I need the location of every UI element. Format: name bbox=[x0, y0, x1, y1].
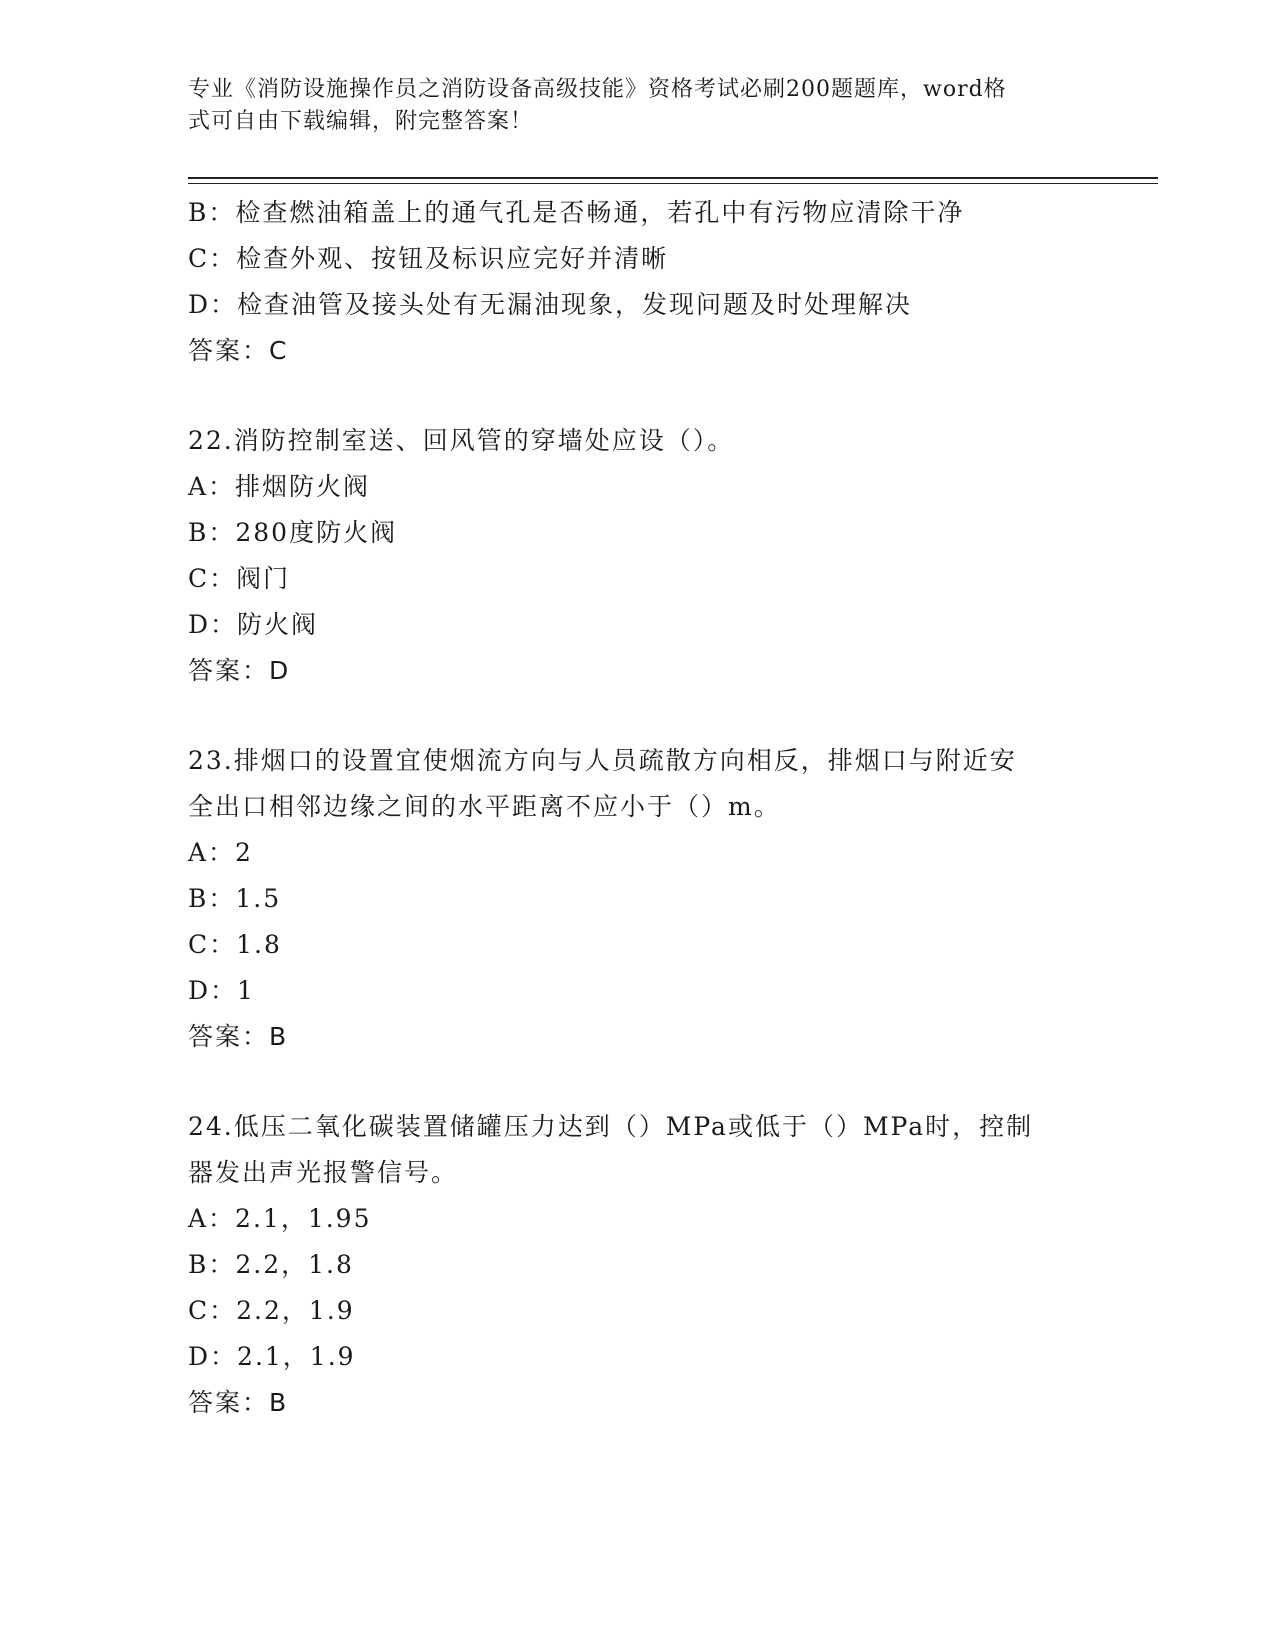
question-22 bbox=[188, 418, 1088, 694]
option-a: A：排烟防火阀 bbox=[188, 472, 371, 501]
option-c: C：阀门 bbox=[188, 564, 291, 593]
document-header bbox=[188, 74, 1088, 138]
option-b: B：2.2，1.8 bbox=[188, 1250, 354, 1279]
answer: 答案：D bbox=[188, 656, 291, 685]
option-c: C：检查外观、按钮及标识应完好并清晰 bbox=[188, 244, 669, 273]
question-23 bbox=[188, 738, 1088, 1060]
option-a: A：2.1，1.95 bbox=[188, 1204, 372, 1233]
header-title-line-2: 式可自由下载编辑，附完整答案！ bbox=[188, 109, 534, 134]
continued-question bbox=[188, 190, 1088, 374]
option-b: B：检查燃油箱盖上的通气孔是否畅通，若孔中有污物应清除干净 bbox=[188, 198, 965, 227]
answer: 答案：B bbox=[188, 1022, 289, 1051]
answer: 答案：C bbox=[188, 336, 289, 365]
header-divider-thin bbox=[188, 183, 1158, 184]
question-stem-line-2: 器发出声光报警信号。 bbox=[188, 1158, 459, 1187]
option-c: C：2.2，1.9 bbox=[188, 1296, 355, 1325]
option-d: D：2.1，1.9 bbox=[188, 1342, 356, 1371]
question-stem-line-2: 全出口相邻边缘之间的水平距离不应小于（）m。 bbox=[188, 792, 781, 821]
question-24 bbox=[188, 1104, 1088, 1426]
option-d: D：1 bbox=[188, 976, 255, 1005]
header-divider-thick bbox=[188, 177, 1158, 179]
question-stem-line-1: 23.排烟口的设置宜使烟流方向与人员疏散方向相反，排烟口与附近安 bbox=[188, 746, 1017, 775]
option-b: B：280度防火阀 bbox=[188, 518, 398, 547]
option-c: C：1.8 bbox=[188, 930, 282, 959]
option-d: D：防火阀 bbox=[188, 610, 319, 639]
question-stem-line-1: 24.低压二氧化碳装置储罐压力达到（）MPa或低于（）MPa时，控制 bbox=[188, 1112, 1034, 1141]
header-title-line-1: 专业《消防设施操作员之消防设备高级技能》资格考试必刷200题题库，word格 bbox=[188, 77, 1007, 102]
question-content bbox=[188, 190, 1088, 1426]
answer: 答案：B bbox=[188, 1388, 289, 1417]
option-d: D：检查油管及接头处有无漏油现象，发现问题及时处理解决 bbox=[188, 290, 913, 319]
option-a: A：2 bbox=[188, 838, 253, 867]
option-b: B：1.5 bbox=[188, 884, 282, 913]
question-stem: 22.消防控制室送、回风管的穿墙处应设（）。 bbox=[188, 426, 735, 455]
